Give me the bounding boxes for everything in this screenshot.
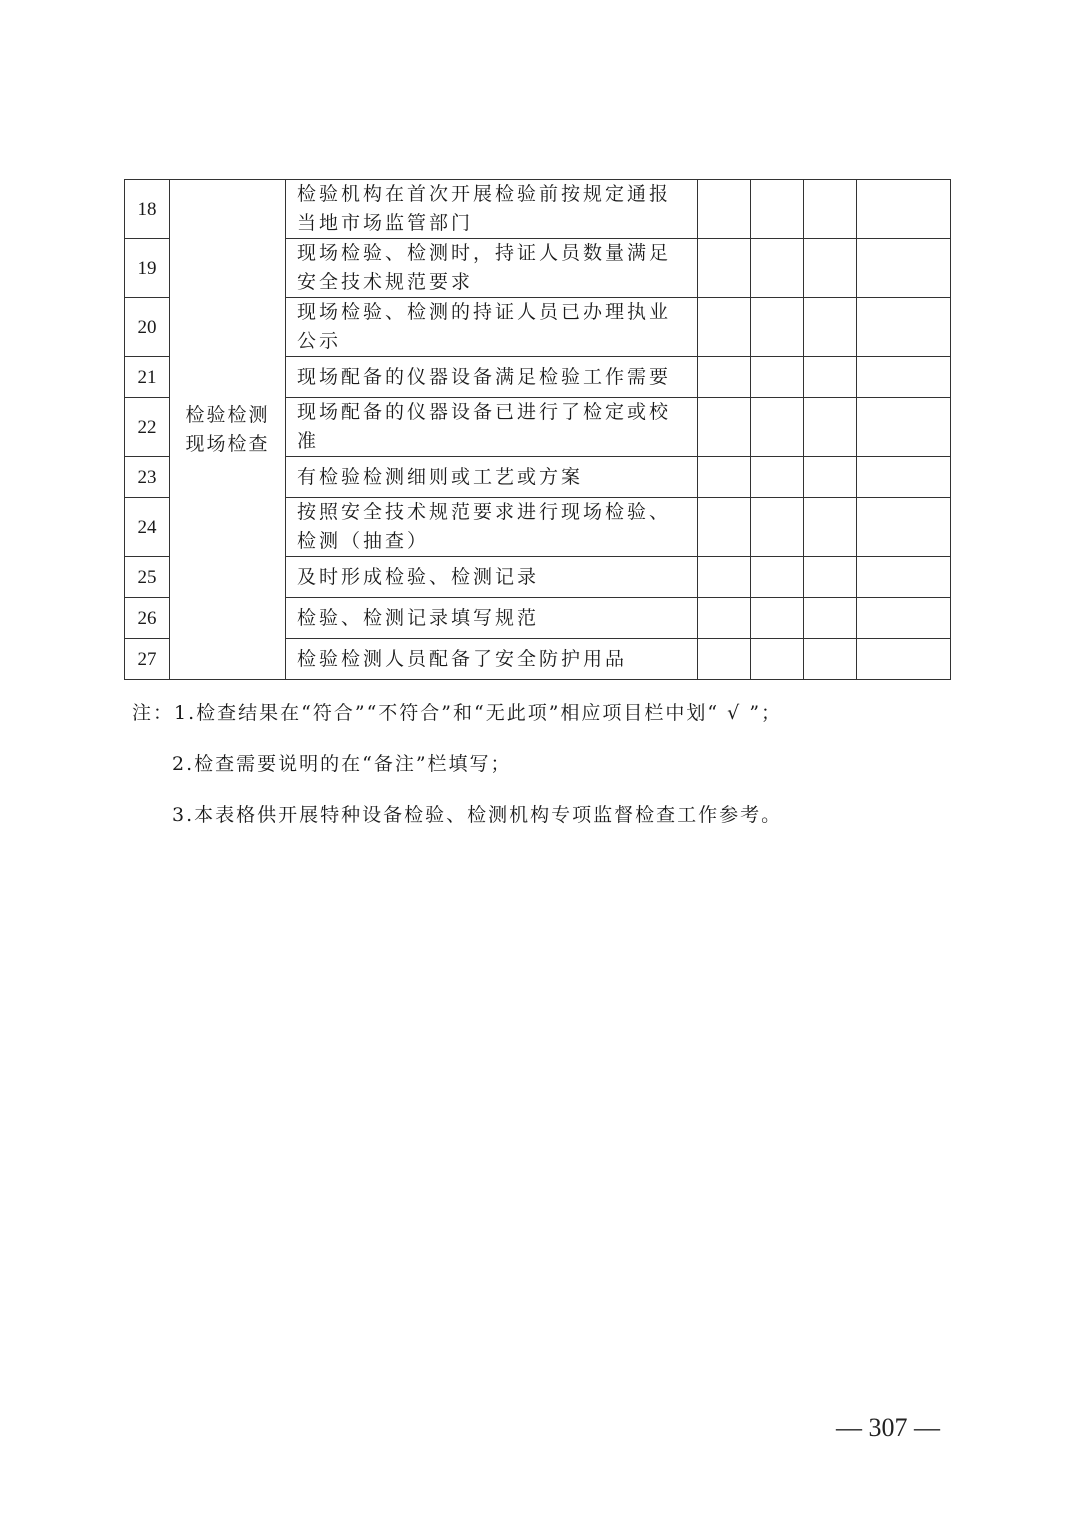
result-na-cell[interactable] (804, 239, 857, 298)
note-line-3 (172, 800, 932, 827)
result-na-cell[interactable] (804, 557, 857, 598)
result-na-cell[interactable] (804, 598, 857, 639)
table-row (125, 180, 951, 239)
check-item: 检验、检测记录填写规范 (286, 598, 698, 639)
note-text: 3.本表格供开展特种设备检验、检测机构专项监督检查工作参考。 (172, 804, 783, 826)
remarks-cell[interactable] (857, 398, 951, 457)
page-number: — 307 — (836, 1413, 940, 1442)
row-number: 26 (125, 598, 170, 639)
result-na-cell[interactable] (804, 180, 857, 239)
category-cell (170, 180, 286, 680)
remarks-cell[interactable] (857, 298, 951, 357)
result-fail-cell[interactable] (751, 398, 804, 457)
check-item: 现场配备的仪器设备已进行了检定或校准 (286, 398, 698, 457)
remarks-cell[interactable] (857, 457, 951, 498)
result-na-cell[interactable] (804, 298, 857, 357)
result-pass-cell[interactable] (698, 598, 751, 639)
result-pass-cell[interactable] (698, 557, 751, 598)
check-item: 检验机构在首次开展检验前按规定通报当地市场监管部门 (286, 180, 698, 239)
remarks-cell[interactable] (857, 498, 951, 557)
result-pass-cell[interactable] (698, 357, 751, 398)
remarks-cell[interactable] (857, 357, 951, 398)
category-line-2: 现场检查 (185, 432, 270, 455)
remarks-cell[interactable] (857, 557, 951, 598)
result-fail-cell[interactable] (751, 498, 804, 557)
result-fail-cell[interactable] (751, 239, 804, 298)
remarks-cell[interactable] (857, 598, 951, 639)
result-fail-cell[interactable] (751, 557, 804, 598)
check-item: 检验检测人员配备了安全防护用品 (286, 639, 698, 680)
result-fail-cell[interactable] (751, 457, 804, 498)
category-line-1: 检验检测 (185, 403, 270, 426)
row-number: 18 (125, 180, 170, 239)
row-number: 23 (125, 457, 170, 498)
result-fail-cell[interactable] (751, 598, 804, 639)
result-pass-cell[interactable] (698, 239, 751, 298)
inspection-checklist-table (124, 179, 951, 680)
check-item: 现场检验、检测时，持证人员数量满足安全技术规范要求 (286, 239, 698, 298)
row-number: 22 (125, 398, 170, 457)
result-pass-cell[interactable] (698, 180, 751, 239)
check-item: 及时形成检验、检测记录 (286, 557, 698, 598)
check-item: 现场检验、检测的持证人员已办理执业公示 (286, 298, 698, 357)
result-pass-cell[interactable] (698, 639, 751, 680)
result-na-cell[interactable] (804, 357, 857, 398)
result-fail-cell[interactable] (751, 298, 804, 357)
note-line-1 (132, 698, 892, 725)
result-pass-cell[interactable] (698, 298, 751, 357)
result-pass-cell[interactable] (698, 457, 751, 498)
result-fail-cell[interactable] (751, 180, 804, 239)
row-number: 27 (125, 639, 170, 680)
note-label: 注： (132, 702, 175, 724)
row-number: 19 (125, 239, 170, 298)
result-na-cell[interactable] (804, 457, 857, 498)
note-text: 2.检查需要说明的在“备注”栏填写； (172, 753, 512, 775)
note-line-2 (172, 749, 932, 776)
result-fail-cell[interactable] (751, 357, 804, 398)
result-na-cell[interactable] (804, 639, 857, 680)
result-na-cell[interactable] (804, 398, 857, 457)
result-fail-cell[interactable] (751, 639, 804, 680)
row-number: 21 (125, 357, 170, 398)
check-item: 有检验检测细则或工艺或方案 (286, 457, 698, 498)
remarks-cell[interactable] (857, 239, 951, 298)
result-pass-cell[interactable] (698, 498, 751, 557)
row-number: 24 (125, 498, 170, 557)
check-item: 现场配备的仪器设备满足检验工作需要 (286, 357, 698, 398)
check-item: 按照安全技术规范要求进行现场检验、检测（抽查） (286, 498, 698, 557)
row-number: 20 (125, 298, 170, 357)
result-pass-cell[interactable] (698, 398, 751, 457)
row-number: 25 (125, 557, 170, 598)
note-text: 1.检查结果在“符合”“不符合”和“无此项”相应项目栏中划“ √ ”； (174, 702, 783, 724)
result-na-cell[interactable] (804, 498, 857, 557)
remarks-cell[interactable] (857, 639, 951, 680)
remarks-cell[interactable] (857, 180, 951, 239)
